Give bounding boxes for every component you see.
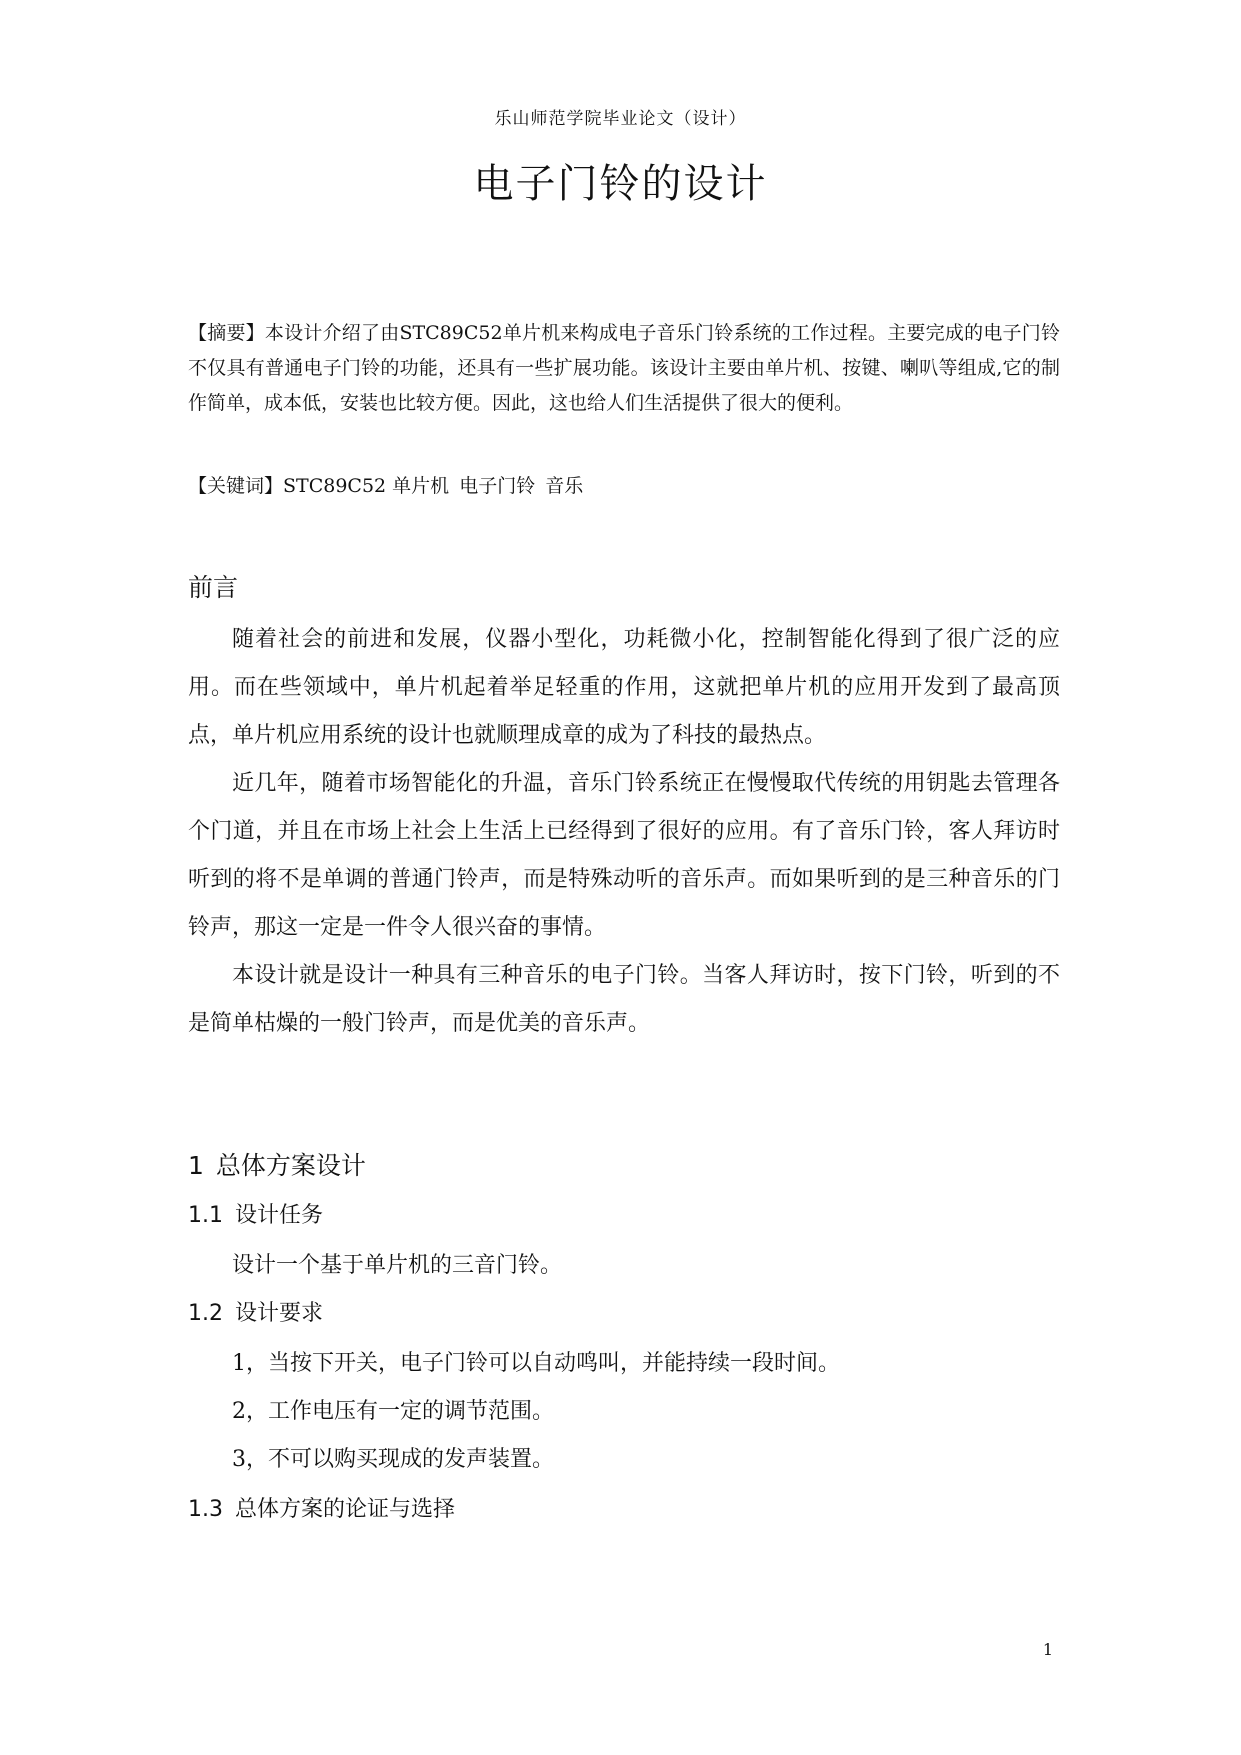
paragraph: 本设计就是设计一种具有三种音乐的电子门铃。当客人拜访时，按下门铃，听到的不是简单枯燥的一般门铃声，而是优美的音乐声。 [188, 963, 1060, 1036]
requirement-item: 2，工作电压有一定的调节范围。 [232, 1399, 554, 1424]
keywords-tag: 【关键词】 [188, 475, 284, 497]
preface-heading: 前言 [188, 573, 239, 602]
abstract [188, 316, 1060, 421]
subsection-title: 设计任务 [235, 1203, 324, 1228]
requirement-item: 3，不可以购买现成的发声装置。 [232, 1447, 554, 1472]
section-1-heading [188, 1146, 366, 1182]
requirement-item: 1，当按下开关，电子门铃可以自动鸣叫，并能持续一段时间。 [232, 1351, 840, 1376]
keyword: STC89C52 单片机 [283, 475, 450, 497]
section-number: 1 [188, 1151, 204, 1180]
subsection-number: 1.3 [188, 1497, 223, 1522]
subsection-1-2-heading [188, 1296, 323, 1327]
subsection-1-1-heading [188, 1198, 323, 1229]
keyword: 电子门铃 [459, 475, 536, 497]
keywords [188, 469, 593, 504]
abstract-text: 本设计介绍了由STC89C52单片机来构成电子音乐门铃系统的工作过程。主要完成的电子门铃不仅具有普通电子门铃的功能，还具有一些扩展功能。该设计主要由单片机、按键、喇叭等组成,它的制作简单，成本低，安装也比较方便。因此，这也给人们生活提供了很大的便利。 [188, 322, 1060, 414]
section-title: 总体方案设计 [215, 1151, 366, 1180]
subsection-number: 1.2 [188, 1301, 223, 1326]
subsection-title: 总体方案的论证与选择 [235, 1497, 456, 1522]
keyword: 音乐 [545, 475, 584, 497]
paragraph: 随着社会的前进和发展，仪器小型化，功耗微小化，控制智能化得到了很广泛的应用。而在些领域中，单片机起着举足轻重的作用，这就把单片机的应用开发到了最高顶点，单片机应用系统的设计也就顺理成章的成为了科技的最热点。 [188, 627, 1060, 748]
subsection-number: 1.1 [188, 1203, 223, 1228]
page-number: 1 [1042, 1640, 1053, 1659]
paragraph: 近几年，随着市场智能化的升温，音乐门铃系统正在慢慢取代传统的用钥匙去管理各个门道，并且在市场上社会上生活上已经得到了很好的应用。有了音乐门铃，客人拜访时听到的将不是单调的普通门铃声，而是特殊动听的音乐声。而如果听到的是三种音乐的门铃声，那这一定是一件令人很兴奋的事情。 [188, 771, 1060, 940]
design-task-text: 设计一个基于单片机的三音门铃。 [232, 1253, 563, 1278]
document-title: 电子门铃的设计 [473, 161, 768, 207]
preface-body [188, 616, 1060, 1048]
running-header: 乐山师范学院毕业论文（设计） [494, 109, 747, 129]
abstract-tag: 【摘要】 [188, 322, 265, 344]
subsection-title: 设计要求 [235, 1301, 324, 1326]
subsection-1-3-heading [188, 1492, 455, 1523]
